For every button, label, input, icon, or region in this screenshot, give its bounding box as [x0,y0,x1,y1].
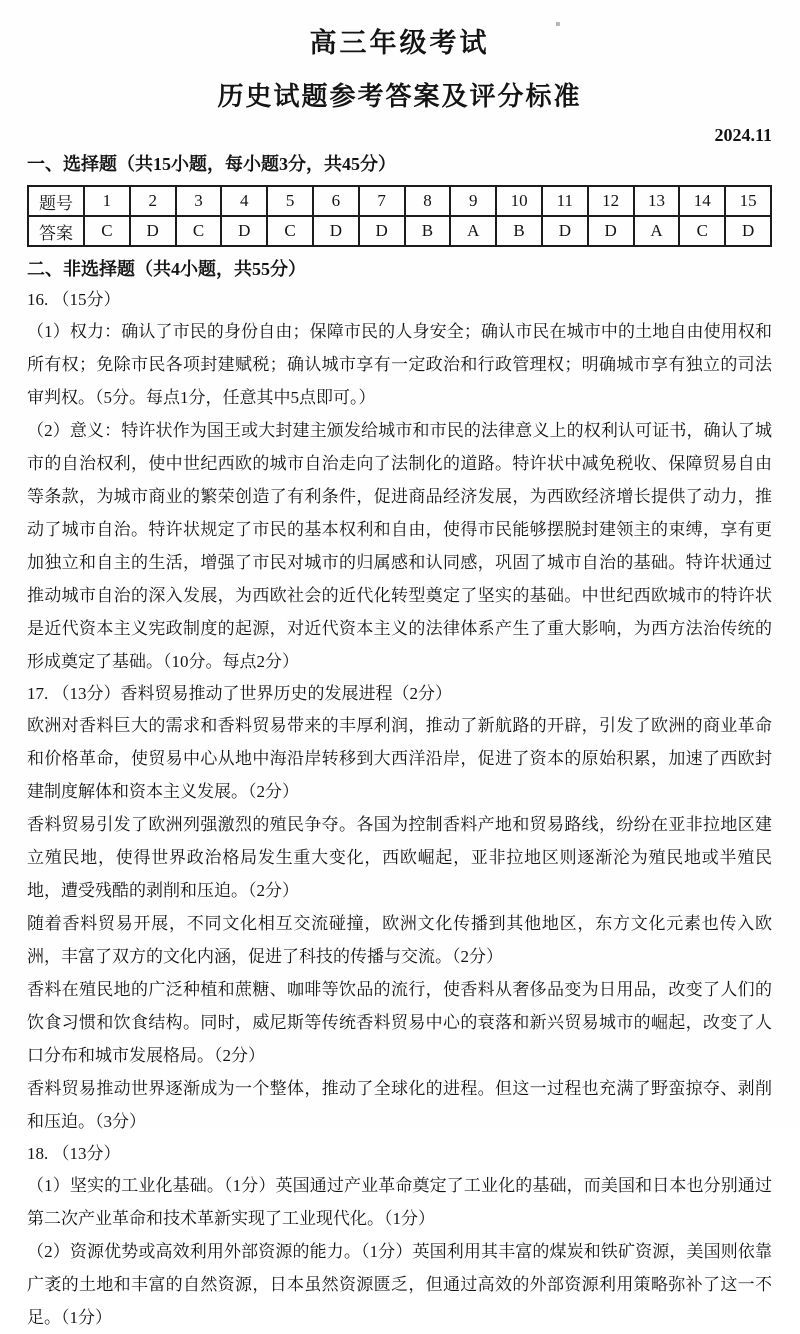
answer-paragraph: 香料贸易推动世界逐渐成为一个整体，推动了全球化的进程。但这一过程也充满了野蛮掠夺、剥削和压迫。（3分） [27,1079,772,1131]
answer-cell: A [634,216,680,246]
answer-cell: D [588,216,634,246]
answer-cell: D [221,216,267,246]
document-date: 2024.11 [714,125,772,145]
question-number-cell: 14 [679,186,725,216]
choice-section-heading: 一、选择题（共15小题，每小题3分，共45分） [27,154,396,174]
answer-cell: D [313,216,359,246]
question-18-label: 18. （13分） [27,1144,121,1163]
question-number-cell: 9 [450,186,496,216]
scan-artifact-dot [556,22,560,26]
answer-cell: C [176,216,222,246]
question-number-cell: 2 [130,186,176,216]
question-number-cell: 11 [542,186,588,216]
question-number-cell: 3 [176,186,222,216]
answer-paragraph: 香料贸易引发了欧洲列强激烈的殖民争夺。各国为控制香料产地和贸易路线，纷纷在亚非拉地区建立殖民地，使得世界政治格局发生重大变化，西欧崛起，亚非拉地区则逐渐沦为殖民地或半殖民地，遭受残酷的剥削和压迫。（2分） [27,815,772,900]
answer-cell: B [405,216,451,246]
document-subtitle: 历史试题参考答案及评分标准 [217,82,582,111]
question-17-label: 17. （13分）香料贸易推动了世界历史的发展进程（2分） [27,684,452,703]
answer-paragraph: 欧洲对香料巨大的需求和香料贸易带来的丰厚利润，推动了新航路的开辟，引发了欧洲的商业革命和价格革命，使贸易中心从地中海沿岸转移到大西洋沿岸，促进了资本的原始积累，加速了西欧封建制度解体和资本主义发展。（2分） [27,716,772,801]
answer-cell: C [267,216,313,246]
answer-cell: A [450,216,496,246]
question-number-cell: 10 [496,186,542,216]
table-row-answers [28,216,771,246]
row-header-question: 题号 [28,186,84,216]
question-number-cell: 1 [84,186,130,216]
answer-paragraph: （2）意义：特许状作为国王或大封建主颁发给城市和市民的法律意义上的权利认可证书，确认了城市的自治权利，使中世纪西欧的城市自治走向了法制化的道路。特许状中减免税收、保障贸易自由等条款，为城市商业的繁荣创造了有利条件，促进商品经济发展，为西欧经济增长提供了动力，推动了城市自治。特许状规定了市民的基本权利和自由，使得市民能够摆脱封建领主的束缚，享有更加独立和自主的生活，增强了市民对城市的归属感和认同感，巩固了城市自治的基础。特许状通过推动城市自治的深入发展，为西欧社会的近代化转型奠定了坚实的基础。中世纪西欧城市的特许状是近代资本主义宪政制度的起源，对近代资本主义的法律体系产生了重大影响，为西方法治传统的形成奠定了基础。（10分。每点2分） [27,421,772,671]
question-16-label: 16. （15分） [27,290,121,309]
answer-cell: D [130,216,176,246]
question-number-cell: 12 [588,186,634,216]
table-row-question-numbers [28,186,771,216]
answer-paragraph: （2）资源优势或高效利用外部资源的能力。（1分）英国利用其丰富的煤炭和铁矿资源，美国则依靠广袤的土地和丰富的自然资源，日本虽然资源匮乏，但通过高效的外部资源利用策略弥补了这一不足。（1分） [27,1242,772,1327]
answer-paragraph: 随着香料贸易开展，不同文化相互交流碰撞，欧洲文化传播到其他地区，东方文化元素也传入欧洲，丰富了双方的文化内涵，促进了科技的传播与交流。（2分） [27,914,772,966]
question-number-cell: 7 [359,186,405,216]
answer-cell: D [542,216,588,246]
answer-paragraph: （1）坚实的工业化基础。（1分）英国通过产业革命奠定了工业化的基础，而美国和日本也分别通过第二次产业革命和技术革新实现了工业现代化。（1分） [27,1176,772,1228]
answer-cell: D [725,216,771,246]
row-header-answer: 答案 [28,216,84,246]
question-16-block [27,284,772,678]
question-18-block [27,1138,772,1334]
question-number-cell: 13 [634,186,680,216]
free-response-section-heading: 二、非选择题（共4小题，共55分） [27,259,306,279]
question-number-cell: 15 [725,186,771,216]
answer-cell: C [84,216,130,246]
question-17-block [27,678,772,1138]
question-number-cell: 5 [267,186,313,216]
question-number-cell: 6 [313,186,359,216]
answer-cell: B [496,216,542,246]
answer-key-table [27,185,772,247]
question-number-cell: 8 [405,186,451,216]
answer-cell: C [679,216,725,246]
question-number-cell: 4 [221,186,267,216]
answer-paragraph: 香料在殖民地的广泛种植和蔗糖、咖啡等饮品的流行，使香料从奢侈品变为日用品，改变了人们的饮食习惯和饮食结构。同时，威尼斯等传统香料贸易中心的衰落和新兴贸易城市的崛起，改变了人口分布和城市发展格局。（2分） [27,980,772,1065]
answer-cell: D [359,216,405,246]
document-title: 高三年级考试 [309,28,490,58]
answer-paragraph: （1）权力：确认了市民的身份自由；保障市民的人身安全；确认市民在城市中的土地自由使用权和所有权；免除市民各项封建赋税；确认城市享有一定政治和行政管理权；明确城市享有独立的司法审判权。（5分。每点1分，任意其中5点即可。） [27,322,772,407]
